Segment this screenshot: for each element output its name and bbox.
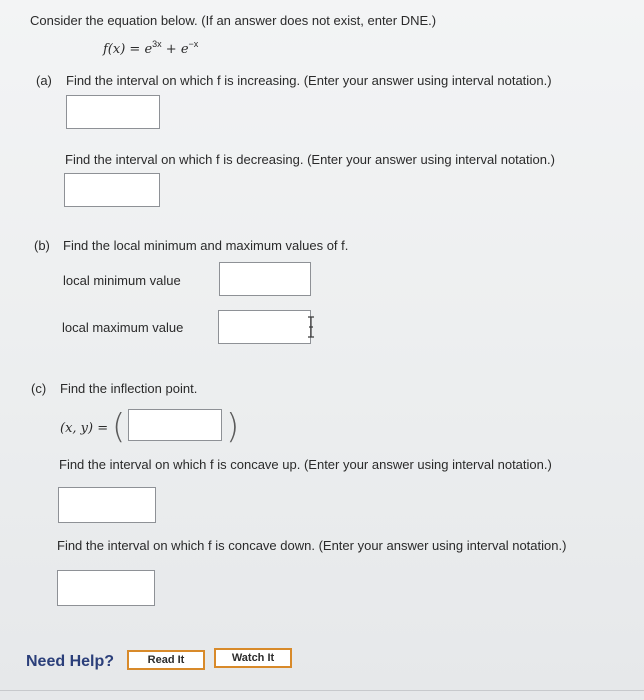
local-min-input[interactable]	[219, 262, 311, 296]
increasing-prompt: Find the interval on which f is increasing. (Enter your answer using interval notation.)	[66, 73, 552, 88]
local-min-label: local minimum value	[63, 273, 181, 288]
part-a-label: (a)	[36, 73, 52, 88]
close-paren: )	[226, 407, 240, 447]
concave-down-input[interactable]	[57, 570, 155, 606]
open-paren: (	[112, 407, 126, 447]
point-label: (x, y) =	[60, 421, 109, 436]
divider	[0, 690, 644, 691]
watch-it-button[interactable]: Watch It	[214, 648, 292, 668]
increasing-interval-input[interactable]	[66, 95, 160, 129]
local-max-label: local maximum value	[62, 320, 184, 335]
function-definition	[103, 39, 199, 58]
inflection-point-input[interactable]	[128, 409, 222, 441]
need-help-label: Need Help?	[26, 653, 115, 670]
concave-down-prompt: Find the interval on which f is concave down. (Enter your answer using interval notation.)	[57, 538, 567, 553]
exponent-2: −x	[188, 39, 199, 49]
instruction-text: Consider the equation below. (If an answer does not exist, enter DNE.)	[30, 13, 437, 28]
concave-up-prompt: Find the interval on which f is concave up. (Enter your answer using interval notation.)	[59, 457, 552, 472]
part-b-label: (b)	[34, 238, 50, 253]
read-it-button[interactable]: Read It	[127, 650, 205, 670]
part-c-label: (c)	[31, 381, 47, 396]
min-max-prompt: Find the local minimum and maximum values of f.	[63, 238, 349, 253]
function-plus: + e	[161, 42, 189, 57]
exponent-1: 3x	[152, 39, 162, 49]
local-max-input[interactable]	[218, 310, 311, 344]
concave-up-input[interactable]	[58, 487, 156, 523]
function-lhs: f(x) = e	[103, 42, 153, 57]
text-cursor-icon	[306, 316, 316, 338]
decreasing-prompt: Find the interval on which f is decreasing. (Enter your answer using interval notation.)	[65, 152, 555, 167]
decreasing-interval-input[interactable]	[64, 173, 160, 207]
inflection-prompt: Find the inflection point.	[60, 381, 198, 396]
